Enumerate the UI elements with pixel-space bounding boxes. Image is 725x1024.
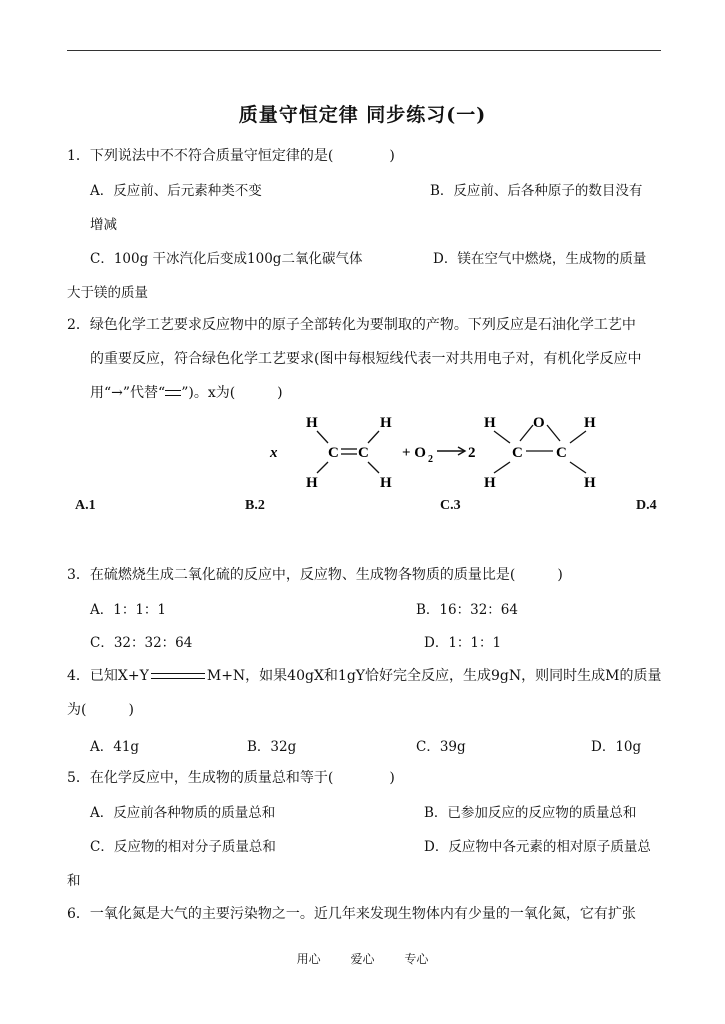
q2-option-b: B.2 (245, 498, 265, 513)
q1-stem: 1．下列说法中不不符合质量守恒定律的是( ) (67, 148, 395, 164)
footer-word-3: 专心 (404, 952, 429, 966)
q4-stem-line1 (67, 665, 661, 685)
q2-stem-line3 (90, 382, 283, 402)
q4-option-d: D．10g (591, 739, 642, 755)
q4-stem-line2: 为( ) (67, 702, 134, 718)
equation-equals-bar (151, 673, 205, 679)
epoxide-oxygen: O (533, 415, 545, 431)
q2-option-d: D.4 (636, 498, 657, 513)
epoxide-bonds (494, 425, 586, 473)
ethylene-h-bottom-left: H (306, 475, 318, 491)
ethylene-h-top-left: H (306, 415, 318, 431)
q1-option-a: A．反应前、后元素种类不变 (90, 183, 262, 199)
plus-oxygen: + O (402, 445, 426, 461)
q2-stem-line3-b: ”)。x为( ) (181, 385, 283, 401)
q2-stem-line2: 的重要反应，符合绿色化学工艺要求(图中每根短线代表一对共用电子对，有机化学反应中 (90, 351, 642, 367)
q3-stem: 3．在硫燃烧生成二氧化硫的反应中，反应物、生成物各物质的质量比是( ) (67, 567, 563, 583)
q5-option-c: C．反应物的相对分子质量总和 (90, 839, 276, 855)
footer-word-2: 爱心 (350, 952, 375, 966)
q4-option-b: B．32g (247, 739, 297, 755)
q2-stem-line3-a: 用“→”代替“ (90, 385, 166, 401)
reaction-diagram (262, 405, 602, 495)
oxygen-subscript: 2 (428, 454, 433, 465)
epoxide-h-top-right: H (584, 415, 596, 431)
epoxide-h-bottom-right: H (584, 475, 596, 491)
q3-option-d: D．1：1：1 (424, 635, 502, 651)
epoxide-c-right: C (556, 445, 567, 461)
q1-option-b-continued: 增减 (90, 217, 117, 233)
reaction-arrow (437, 447, 465, 455)
ethylene-h-top-right: H (380, 415, 392, 431)
q5-option-b: B．已参加反应的反应物的质量总和 (424, 805, 637, 821)
q3-option-b: B．16：32：64 (416, 602, 518, 618)
q2-stem-line1: 2．绿色化学工艺要求反应物中的原子全部转化为要制取的产物。下列反应是石油化学工艺中 (67, 317, 636, 333)
q1-option-b: B．反应前、后各种原子的数目没有 (430, 183, 643, 199)
q2-option-a: A.1 (75, 498, 96, 513)
product-coefficient: 2 (468, 445, 476, 461)
q5-stem: 5．在化学反应中，生成物的质量总和等于( ) (67, 770, 395, 786)
q5-option-d: D．反应物中各元素的相对原子质量总 (424, 839, 651, 855)
page-footer (0, 950, 725, 967)
double-bond-symbol (165, 390, 181, 396)
q3-option-a: A．1：1：1 (90, 602, 167, 618)
q5-option-a: A．反应前各种物质的质量总和 (90, 805, 276, 821)
q4-option-a: A．41g (90, 739, 140, 755)
page-title: 质量守恒定律 同步练习(一) (238, 104, 487, 126)
epoxide-h-top-left: H (484, 415, 496, 431)
epoxide-h-bottom-left: H (484, 475, 496, 491)
epoxide-c-left: C (512, 445, 523, 461)
q1-option-c: C．100g 干冰汽化后变成100g二氧化碳气体 (90, 251, 363, 267)
ethylene-c-right: C (358, 445, 369, 461)
ethylene-c-left: C (328, 445, 339, 461)
q1-option-d: D．镁在空气中燃烧，生成物的质量 (433, 251, 647, 267)
q6-stem: 6．一氧化氮是大气的主要污染物之一。近几年来发现生物体内有少量的一氧化氮，它有扩张 (67, 906, 636, 922)
q1-option-d-continued: 大于镁的质量 (67, 285, 148, 301)
q2-option-c: C.3 (440, 498, 461, 513)
q4-option-c: C．39g (416, 739, 466, 755)
q4-stem-line1-b: M+N，如果40gX和1gY恰好完全反应，生成9gN，则同时生成M的质量 (206, 668, 662, 684)
q3-option-c: C．32：32：64 (90, 635, 193, 651)
ethylene-bonds (317, 431, 379, 473)
ethylene-h-bottom-right: H (380, 475, 392, 491)
q4-stem-line1-a: 4．已知X+Y (67, 668, 149, 684)
q5-option-d-continued: 和 (67, 873, 81, 889)
coefficient-x: x (270, 445, 278, 461)
header-rule (67, 50, 661, 51)
footer-word-1: 用心 (296, 952, 321, 966)
